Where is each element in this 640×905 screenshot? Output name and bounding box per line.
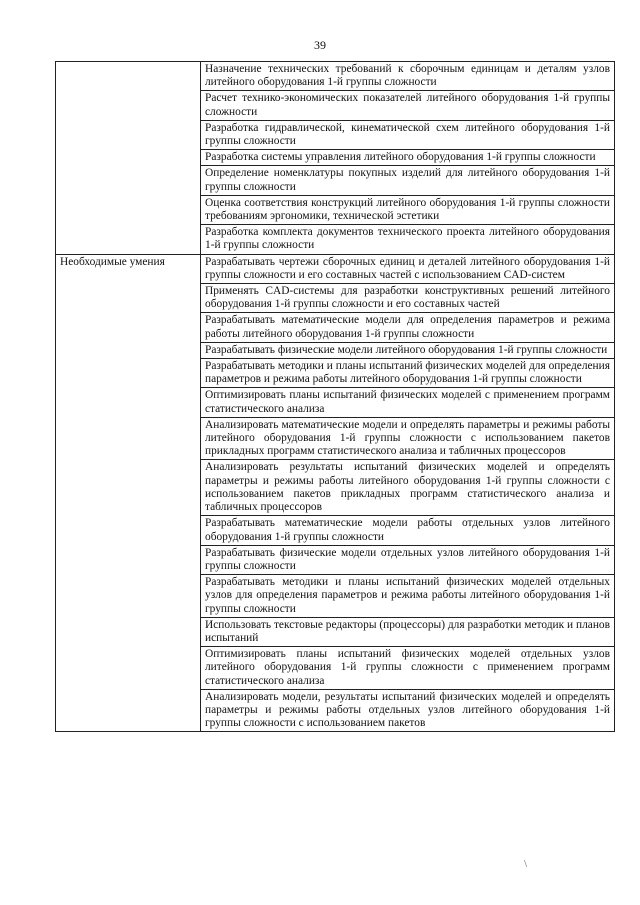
requirement-text: Разработка гидравлической, кинематической схем литейного оборудования 1-й группы сложности: [201, 120, 615, 149]
requirement-text: Разрабатывать методики и планы испытаний физических моделей отдельных узлов для определения параметров и режима работы литейного оборудования 1-й группы сложности: [201, 575, 615, 618]
requirements-table-body: [56, 62, 615, 732]
requirement-text: Разработка комплекта документов технического проекта литейного оборудования 1-й группы сложности: [201, 225, 615, 254]
requirement-text: Оценка соответствия конструкций литейного оборудования 1-й группы сложности требованиям эргономики, технической эстетики: [201, 195, 615, 224]
requirement-text: Оптимизировать планы испытаний физических моделей отдельных узлов литейного оборудования 1-й группы сложности с применением программ статистического анализа: [201, 647, 615, 690]
requirement-text: Анализировать математические модели и определять параметры и режимы работы литейного оборудования 1-й группы сложности с использованием пакетов прикладных программ статистического анализа и табличных процессоров: [201, 417, 615, 460]
table-row: [56, 62, 615, 91]
requirement-text: Разрабатывать математические модели для определения параметров и режима работы литейного оборудования 1-й группы сложности: [201, 313, 615, 342]
requirement-text: Разрабатывать методики и планы испытаний физических моделей для определения параметров и режима работы литейного оборудования 1-й группы сложности: [201, 359, 615, 388]
requirement-text: Расчет технико-экономических показателей литейного оборудования 1-й группы сложности: [201, 91, 615, 120]
requirement-text: Определение номенклатуры покупных изделий для литейного оборудования 1-й группы сложности: [201, 166, 615, 195]
requirements-table: [55, 61, 615, 732]
requirement-text: Использовать текстовые редакторы (процессоры) для разработки методик и планов испытаний: [201, 617, 615, 646]
page-mark: \: [524, 858, 528, 870]
requirement-text: Разрабатывать физические модели отдельных узлов литейного оборудования 1-й группы сложности: [201, 545, 615, 574]
requirement-text: Разрабатывать математические модели работы отдельных узлов литейного оборудования 1-й группы сложности: [201, 516, 615, 545]
section-label: Необходимые умения: [56, 254, 201, 732]
requirement-text: Оптимизировать планы испытаний физических моделей с применением программ статистического анализа: [201, 388, 615, 417]
requirement-text: Применять CAD-системы для разработки конструктивных решений литейного оборудования 1-й группы сложности и его составных частей: [201, 284, 615, 313]
requirement-text: Анализировать результаты испытаний физических моделей и определять параметры и режимы работы литейного оборудования 1-й группы сложности с использованием пакетов прикладных программ статистического анализа и табличных процессоров: [201, 460, 615, 516]
requirement-text: Разработка системы управления литейного оборудования 1-й группы сложности: [201, 150, 615, 166]
requirement-text: Разрабатывать чертежи сборочных единиц и деталей литейного оборудования 1-й группы сложности и его составных частей с использованием CAD-систем: [201, 254, 615, 283]
page-number: 39: [314, 38, 326, 52]
requirement-text: Разрабатывать физические модели литейного оборудования 1-й группы сложности: [201, 342, 615, 358]
section-label: [56, 62, 201, 255]
requirement-text: Назначение технических требований к сборочным единицам и деталям узлов литейного оборудования 1-й группы сложности: [201, 62, 615, 91]
requirement-text: Анализировать модели, результаты испытаний физических моделей и определять параметры и режимы работы отдельных узлов литейного оборудования 1-й группы сложности с использованием пакетов: [201, 689, 615, 732]
table-row: [56, 254, 615, 283]
